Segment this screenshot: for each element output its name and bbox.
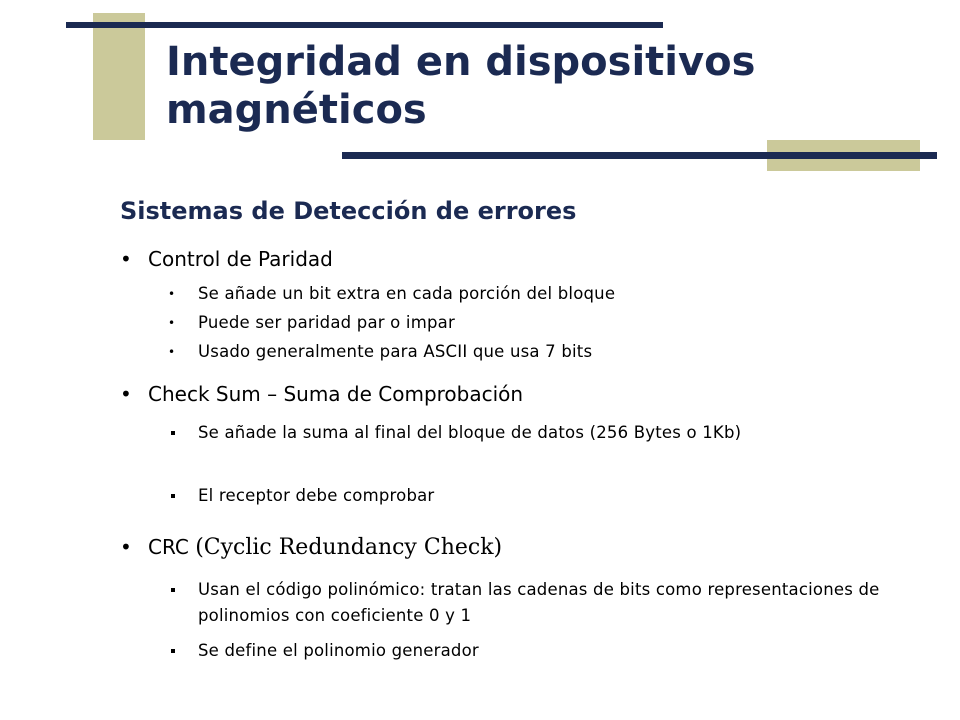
bullet-crc [120, 535, 502, 560]
sub-bullet [168, 420, 908, 446]
square-bullet-icon [171, 588, 175, 592]
sub-bullet-text: Se define el polinomio generador [198, 641, 479, 660]
sub-bullet-text: Puede ser paridad par o impar [198, 313, 455, 332]
decorative-bottom-rule [342, 152, 937, 159]
sub-bullet-text: Usado generalmente para ASCII que usa 7 bits [198, 342, 593, 361]
square-bullet-icon [171, 649, 175, 653]
sub-bullet-text: Se añade un bit extra en cada porción del bloque [198, 284, 616, 303]
square-bullet-icon [171, 494, 175, 498]
slide-title-line1: Integridad en dispositivos [166, 39, 756, 85]
section-subtitle: Sistemas de Detección de errores [120, 197, 577, 225]
slide-title-line2: magnéticos [166, 87, 427, 133]
bullet-dot: • [120, 535, 132, 559]
sub-bullet [168, 310, 455, 336]
bullet-label: Check Sum – Suma de Comprobación [148, 382, 524, 406]
sub-bullet-text: Usan el código polinómico: tratan las cadenas de bits como representaciones de polinomios con coeficiente 0 y 1 [198, 580, 880, 625]
sub-bullet [168, 638, 479, 664]
square-bullet-icon [171, 431, 175, 435]
bullet-label-serif: (Cyclic Redundancy Check) [195, 535, 503, 560]
bullet-control-paridad [120, 247, 333, 271]
sub-bullet [168, 483, 434, 509]
bullet-dot: • [120, 247, 132, 271]
bullet-label: Control de Paridad [148, 247, 333, 271]
decorative-top-rule [66, 22, 663, 28]
bullet-check-sum [120, 382, 523, 406]
slide-title [166, 38, 755, 134]
sub-bullet-text: El receptor debe comprobar [198, 486, 435, 505]
bullet-dot: • [120, 382, 132, 406]
sub-bullet [168, 577, 928, 629]
small-dot-icon: • [168, 345, 176, 359]
bullet-label-prefix: CRC [148, 535, 196, 559]
small-dot-icon: • [168, 316, 176, 330]
sub-bullet-text: Se añade la suma al final del bloque de datos (256 Bytes o 1Kb) [198, 423, 742, 442]
decorative-tan-block-left [93, 13, 145, 140]
sub-bullet [168, 281, 615, 307]
small-dot-icon: • [168, 287, 176, 301]
sub-bullet [168, 339, 592, 365]
